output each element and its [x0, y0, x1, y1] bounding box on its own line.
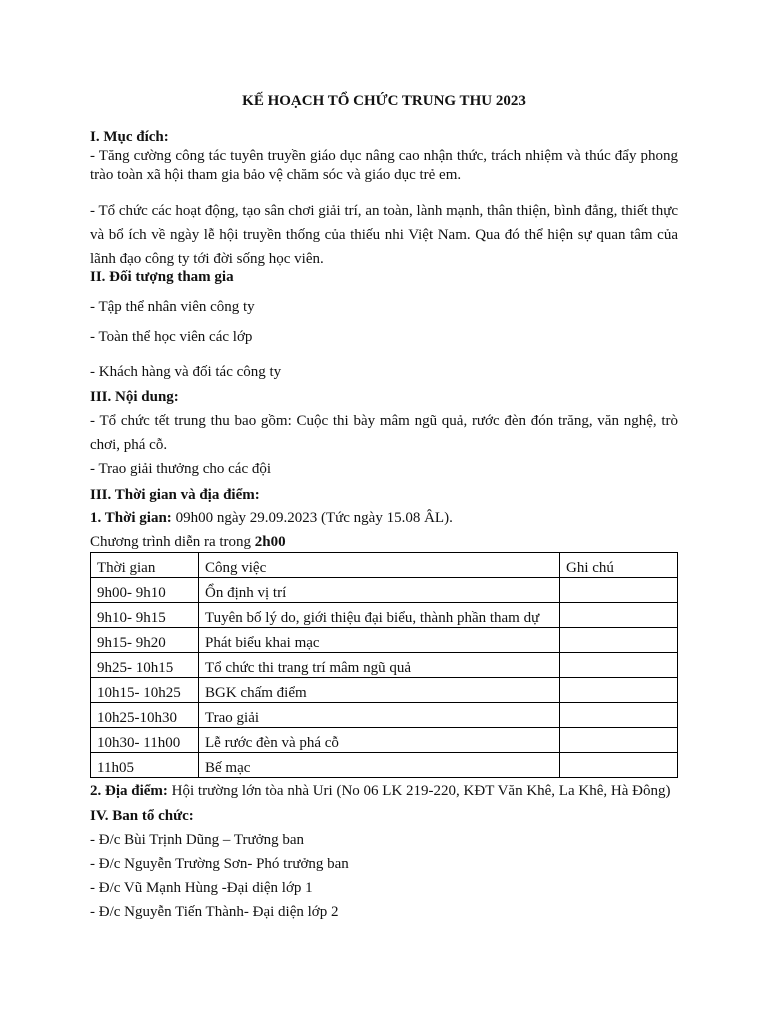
table-cell: Tổ chức thi trang trí mâm ngũ quả [199, 653, 560, 678]
document-title: KẾ HOẠCH TỔ CHỨC TRUNG THU 2023 [242, 93, 526, 109]
table-cell: 9h15- 9h20 [91, 628, 199, 653]
table-cell: Phát biểu khai mạc [199, 628, 560, 653]
organizer-item: - Đ/c Nguyễn Tiến Thành- Đại diện lớp 2 [90, 904, 339, 920]
purpose-paragraph-2: - Tổ chức các hoạt động, tạo sân chơi giải trí, an toàn, lành mạnh, thân thiện, bình đẳng, thiết thực và bổ ích về ngày lễ hội truyền thống của thiếu nhi Việt Nam. Qua đó thể hiện sự quan tâm của lãnh đạo công ty tới đời sống học viên. [90, 203, 678, 267]
organizer-item: - Đ/c Nguyễn Trường Sơn- Phó trưởng ban [90, 856, 349, 872]
organizer-item: - Đ/c Vũ Mạnh Hùng -Đại diện lớp 1 [90, 880, 313, 896]
table-header-row [91, 553, 678, 578]
schedule-table [90, 552, 678, 778]
section-content-heading: III. Nội dung: [90, 389, 179, 405]
section-purpose-heading: I. Mục đích: [90, 129, 169, 145]
table-cell: 9h25- 10h15 [91, 653, 199, 678]
time-line: 1. Thời gian: 09h00 ngày 29.09.2023 (Tức ngày 15.08 ÂL). [90, 510, 453, 526]
table-row [91, 753, 678, 778]
section-participants-heading: II. Đối tượng tham gia [90, 269, 234, 285]
participant-item: - Toàn thể học viên các lớp [90, 329, 253, 345]
section-organizers-heading: IV. Ban tổ chức: [90, 808, 194, 824]
content-paragraph-1: - Tổ chức tết trung thu bao gồm: Cuộc thi bày mâm ngũ quả, rước đèn đón trăng, văn nghệ, trò chơi, phá cỗ. [90, 413, 678, 453]
table-cell: Tuyên bố lý do, giới thiệu đại biểu, thành phần tham dự [199, 603, 560, 628]
table-cell: 10h30- 11h00 [91, 728, 199, 753]
table-row [91, 578, 678, 603]
table-cell: 9h00- 9h10 [91, 578, 199, 603]
table-header-cell: Thời gian [91, 553, 199, 578]
table-cell: BGK chấm điểm [199, 678, 560, 703]
organizer-item: - Đ/c Bùi Trịnh Dũng – Trưởng ban [90, 832, 305, 848]
table-row [91, 728, 678, 753]
table-row [91, 653, 678, 678]
table-cell: 10h15- 10h25 [91, 678, 199, 703]
table-cell: 10h25-10h30 [91, 703, 199, 728]
table-cell: Ổn định vị trí [199, 578, 560, 603]
table-cell: Bế mạc [199, 753, 560, 778]
table-cell [560, 678, 678, 703]
table-cell: 9h10- 9h15 [91, 603, 199, 628]
place-line: 2. Địa điểm: Hội trường lớn tòa nhà Uri (No 06 LK 219-220, KĐT Văn Khê, La Khê, Hà Đông) [90, 783, 671, 799]
table-row [91, 703, 678, 728]
table-row [91, 628, 678, 653]
purpose-paragraph-1: - Tăng cường công tác tuyên truyền giáo dục nâng cao nhận thức, trách nhiệm và thúc đẩy phong trào toàn xã hội tham gia bảo vệ chăm sóc và giáo dục trẻ em. [90, 148, 678, 183]
table-cell [560, 753, 678, 778]
section-time-place-heading: III. Thời gian và địa điểm: [90, 487, 260, 503]
table-cell: Trao giải [199, 703, 560, 728]
table-cell [560, 628, 678, 653]
table-cell [560, 728, 678, 753]
table-cell: 11h05 [91, 753, 199, 778]
table-cell [560, 703, 678, 728]
content-paragraph-2: - Trao giải thưởng cho các đội [90, 461, 272, 477]
table-cell [560, 603, 678, 628]
participant-item: - Tập thể nhân viên công ty [90, 299, 255, 315]
table-cell: Lễ rước đèn và phá cỗ [199, 728, 560, 753]
table-header-cell: Ghi chú [560, 553, 678, 578]
duration-line: Chương trình diễn ra trong 2h00 [90, 534, 286, 550]
table-cell [560, 653, 678, 678]
table-header-cell: Công việc [199, 553, 560, 578]
table-cell [560, 578, 678, 603]
table-row [91, 678, 678, 703]
participant-item: - Khách hàng và đối tác công ty [90, 364, 282, 380]
table-row [91, 603, 678, 628]
